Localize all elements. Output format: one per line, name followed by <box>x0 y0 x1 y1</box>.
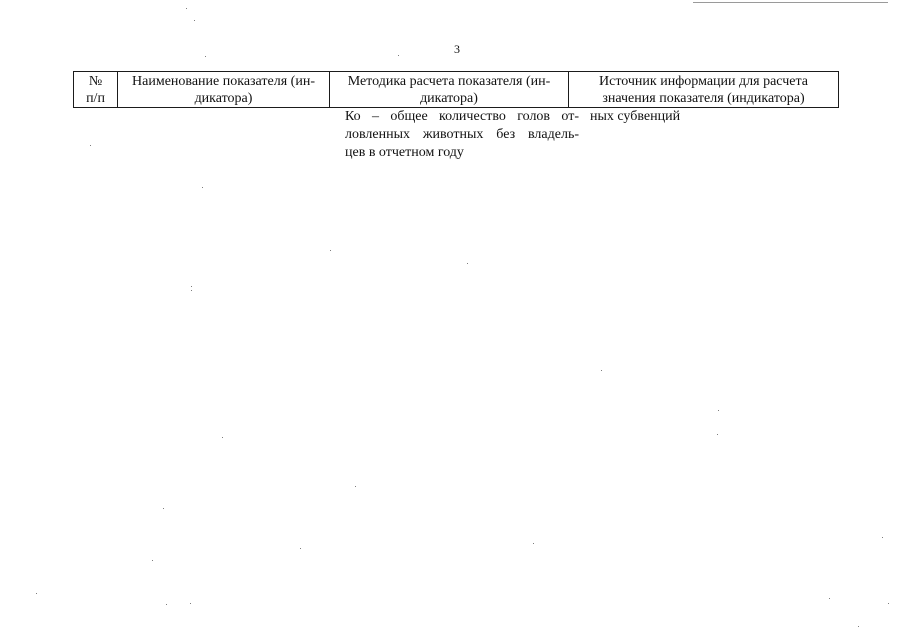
scan-speck <box>191 290 192 291</box>
scan-speck <box>398 55 399 56</box>
scan-speck <box>190 603 191 604</box>
scan-speck <box>205 56 206 57</box>
scan-speck <box>166 604 167 605</box>
scan-speck <box>888 603 889 604</box>
scan-speck <box>194 20 195 21</box>
method-cell-text <box>345 108 579 162</box>
scan-speck <box>330 250 331 251</box>
scan-speck <box>191 286 192 287</box>
scan-speck <box>36 593 37 594</box>
scan-speck <box>222 437 223 438</box>
page-number: 3 <box>454 42 460 56</box>
scan-speck <box>355 486 356 487</box>
header-source-line2: значения показателя (индикатора) <box>602 91 805 106</box>
scan-speck <box>882 537 883 538</box>
scan-speck <box>202 187 203 188</box>
header-source-line1: Источник информации для расчета <box>599 74 808 89</box>
method-text-line-2: ловленных животных без владель- <box>345 127 579 142</box>
header-cell-source <box>569 72 839 108</box>
scan-speck <box>601 370 602 371</box>
scan-speck <box>858 626 859 627</box>
header-number-line1: № <box>88 74 103 89</box>
scan-speck <box>186 8 187 9</box>
table-header-row <box>74 72 839 108</box>
scan-speck <box>300 548 301 549</box>
header-indicator-name-line1: Наименование показателя (ин- <box>132 74 315 89</box>
scan-speck <box>152 560 153 561</box>
method-text-line-3: цев в отчетном году <box>345 145 464 160</box>
scan-top-edge-line <box>693 2 888 3</box>
header-cell-method <box>330 72 569 108</box>
header-method-line2: дикатора) <box>420 91 478 106</box>
indicator-table-header <box>73 71 839 108</box>
method-text-line-1: Ко – общее количество голов от- <box>345 109 579 124</box>
scan-speck <box>829 598 830 599</box>
source-cell-text: ных субвенций <box>590 109 681 124</box>
header-indicator-name-line2: дикатора) <box>194 91 253 106</box>
scan-speck <box>718 410 719 411</box>
scan-speck <box>533 543 534 544</box>
header-cell-number <box>74 72 118 108</box>
header-number-line2: п/п <box>86 91 105 106</box>
header-method-line1: Методика расчета показателя (ин- <box>347 74 551 89</box>
scan-speck <box>163 508 164 509</box>
scan-speck <box>717 434 718 435</box>
scan-speck <box>90 145 91 146</box>
scan-speck <box>467 263 468 264</box>
header-cell-indicator-name <box>118 72 330 108</box>
